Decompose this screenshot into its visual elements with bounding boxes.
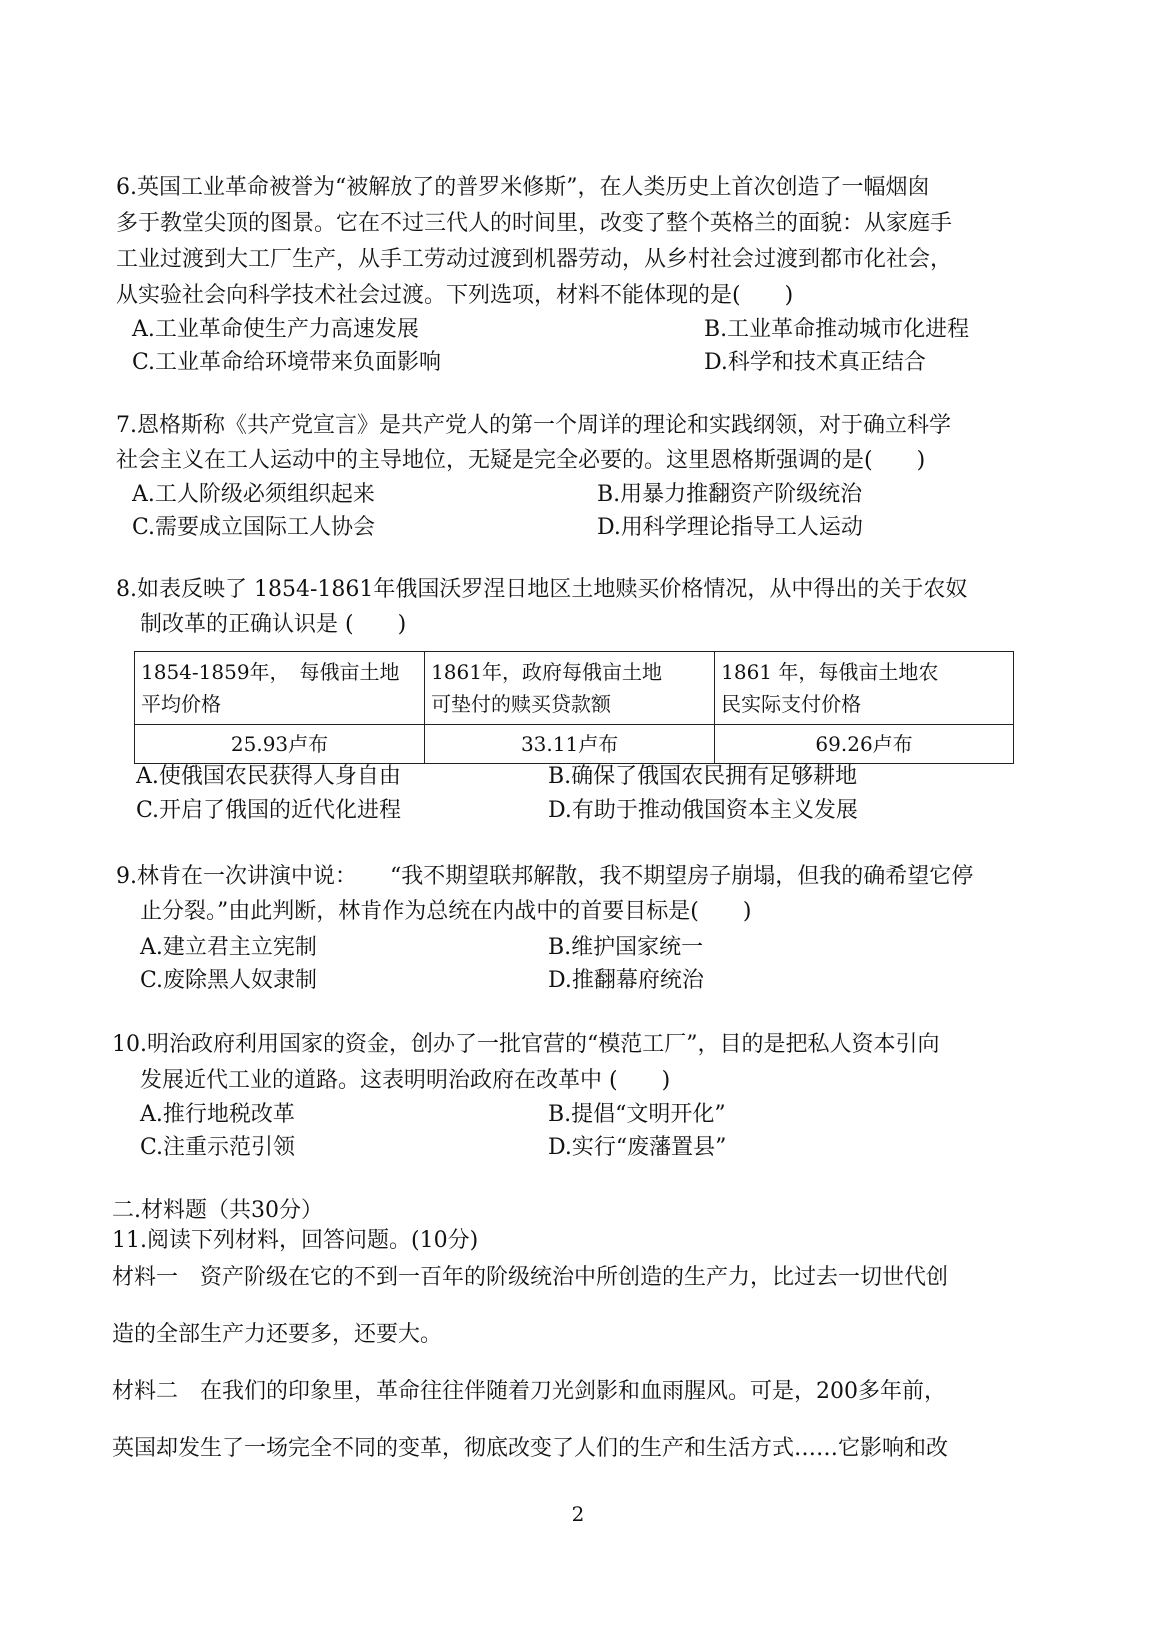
option-c: C.工业革命给环境带来负面影响 (132, 350, 442, 375)
option-a: A.建立君主立宪制 (140, 935, 317, 960)
material-one-line: 材料一 资产阶级在它的不到一百年的阶级统治中所创造的生产力，比过去一切世代创 (112, 1265, 949, 1290)
option-c: C.废除黑人奴隶制 (140, 968, 318, 993)
option-b: B.提倡“文明开化” (548, 1102, 726, 1127)
question-text-line: 10.明治政府利用国家的资金，创办了一批官营的“模范工厂”，目的是把私人资本引向 (112, 1032, 940, 1057)
option-b: B.确保了俄国农民拥有足够耕地 (548, 764, 858, 789)
land-price-table (134, 651, 1014, 764)
table-row (135, 725, 1014, 764)
section-heading: 二.材料题（共30分） (112, 1198, 323, 1223)
material-two-line: 材料二 在我们的印象里，革命往往伴随着刀光剑影和血雨腥风。可是，200多年前， (112, 1379, 946, 1404)
table-cell: 33.11卢布 (425, 725, 715, 764)
question-text-line: 多于教堂尖顶的图景。它在不过三代人的时间里，改变了整个英格兰的面貌：从家庭手 (116, 211, 953, 236)
table-cell: 69.26卢布 (715, 725, 1014, 764)
option-a: A.工人阶级必须组织起来 (132, 482, 375, 507)
material-one-line: 造的全部生产力还要多，还要大。 (112, 1322, 443, 1347)
option-c: C.注重示范引领 (140, 1135, 296, 1160)
option-b: B.维护国家统一 (548, 935, 704, 960)
table-header-cell: 1861 年，每俄亩土地农 民实际支付价格 (715, 652, 1014, 725)
option-a: A.工业革命使生产力高速发展 (132, 317, 419, 342)
question-text-line: 社会主义在工人运动中的主导地位，无疑是完全必要的。这里恩格斯强调的是( ) (116, 448, 926, 473)
table-header-cell: 1861年，政府每俄亩土地 可垫付的赎买贷款额 (425, 652, 715, 725)
question-text-line: 7.恩格斯称《共产党宣言》是共产党人的第一个周详的理论和实践纲领，对于确立科学 (116, 413, 951, 438)
option-d: D.用科学理论指导工人运动 (597, 515, 863, 540)
option-d: D.有助于推动俄国资本主义发展 (548, 798, 858, 823)
option-a: A.推行地税改革 (140, 1102, 295, 1127)
material-two-line: 英国却发生了一场完全不同的变革，彻底改变了人们的生产和生活方式……它影响和改 (112, 1436, 949, 1461)
question-text-line: 工业过渡到大工厂生产，从手工劳动过渡到机器劳动，从乡村社会过渡到都市化社会， (116, 247, 953, 272)
question-text-line: 发展近代工业的道路。这表明明治政府在改革中 ( ) (140, 1068, 671, 1093)
question-text-line: 止分裂。”由此判断，林肯作为总统在内战中的首要目标是( ) (140, 899, 752, 924)
option-b: B.工业革命推动城市化进程 (704, 317, 970, 342)
question-text-line: 8.如表反映了 1854-1861年俄国沃罗涅日地区土地赎买价格情况，从中得出的关于农奴 (116, 577, 968, 602)
question-text-line: 9.林肯在一次讲演中说： “我不期望联邦解散，我不期望房子崩塌，但我的确希望它停 (116, 864, 974, 889)
question-text-line: 6.英国工业革命被誉为“被解放了的普罗米修斯”，在人类历史上首次创造了一幅烟囱 (116, 175, 930, 200)
question-text-line: 从实验社会向科学技术社会过渡。下列选项，材料不能体现的是( ) (116, 283, 794, 308)
option-d: D.实行“废藩置县” (548, 1135, 727, 1160)
option-d: D.科学和技术真正结合 (704, 350, 926, 375)
option-c: C.需要成立国际工人协会 (132, 515, 376, 540)
table-header-cell: 1854-1859年， 每俄亩土地 平均价格 (135, 652, 425, 725)
question-text-line: 制改革的正确认识是 ( ) (140, 612, 407, 637)
option-d: D.推翻幕府统治 (548, 968, 704, 993)
question-11-title: 11.阅读下列材料，回答问题。(10分) (112, 1228, 479, 1253)
option-c: C.开启了俄国的近代化进程 (136, 798, 402, 823)
page-number: 2 (571, 1502, 585, 1526)
option-a: A.使俄国农民获得人身自由 (136, 764, 401, 789)
table-cell: 25.93卢布 (135, 725, 425, 764)
option-b: B.用暴力推翻资产阶级统治 (597, 482, 863, 507)
table-header-row (135, 652, 1014, 725)
